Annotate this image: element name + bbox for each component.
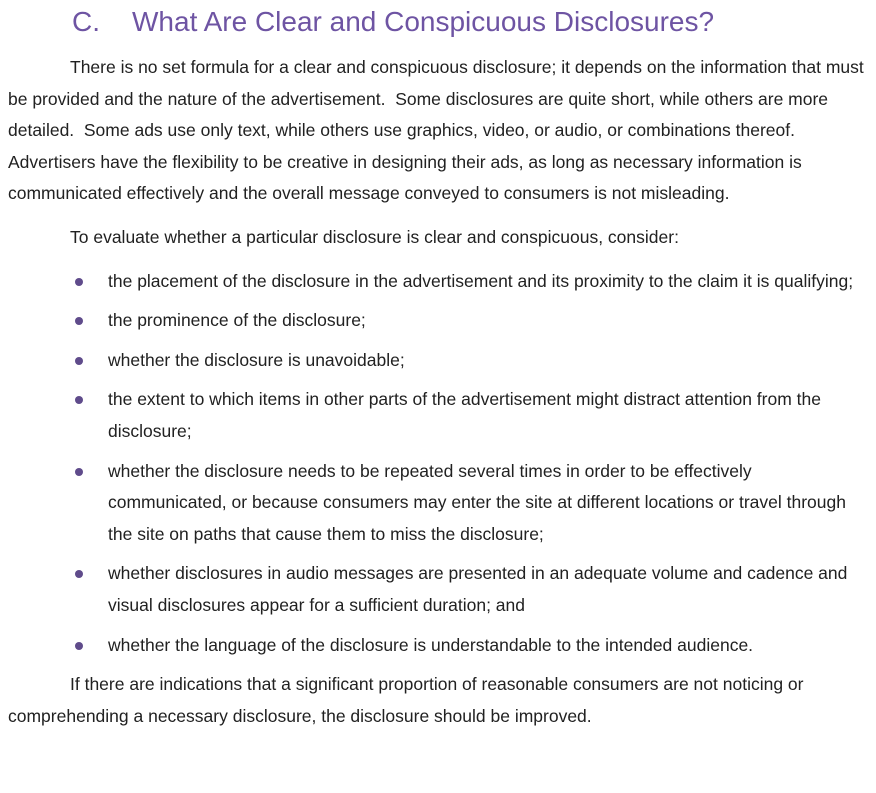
list-item <box>8 384 867 447</box>
list-item <box>8 630 867 662</box>
section-title: What Are Clear and Conspicuous Disclosures? <box>132 6 715 37</box>
closing-paragraph: If there are indications that a significant proportion of reasonable consumers are not noticing or comprehending a necessary disclosure, the disclosure should be improved. <box>8 674 809 726</box>
section-heading <box>72 2 867 42</box>
list-item-text: whether the disclosure is unavoidable; <box>108 349 405 370</box>
list-item-text: whether disclosures in audio messages are presented in an adequate volume and cadence and visual disclosures appear for a sufficient duration; and <box>108 563 853 615</box>
bullet-icon <box>75 570 83 578</box>
list-item <box>8 456 867 551</box>
bullet-icon <box>75 357 83 365</box>
lead-in-paragraph: To evaluate whether a particular disclosure is clear and conspicuous, consider: <box>70 226 679 247</box>
list-item <box>8 266 867 298</box>
list-item-text: whether the disclosure needs to be repeated several times in order to be effectively communicated, or because consumers may enter the site at different locations or travel through the site on paths that cause them to miss the disclosure; <box>108 460 851 544</box>
bullet-icon <box>75 468 83 476</box>
list-item <box>8 345 867 377</box>
document-page <box>0 2 876 732</box>
bullet-icon <box>75 317 83 325</box>
section-number: C. <box>72 6 100 37</box>
list-item-text: whether the language of the disclosure is understandable to the intended audience. <box>108 634 754 655</box>
disclosure-factors-list <box>8 266 867 662</box>
list-item <box>8 558 867 621</box>
bullet-icon <box>75 642 83 650</box>
list-item-text: the prominence of the disclosure; <box>108 310 366 331</box>
list-item-text: the placement of the disclosure in the advertisement and its proximity to the claim it is qualifying; <box>108 270 854 291</box>
intro-paragraph: There is no set formula for a clear and conspicuous disclosure; it depends on the information that must be provided and the nature of the advertisement. Some disclosures are quite short, while others are more detailed. Some ads use only text, while others use graphics, video, or audio, or combinations thereof. Advertisers have the flexibility to be creative in designing their ads, as long as necessary information is communicated effectively and the overall message conveyed to consumers is not misleading. <box>8 57 869 204</box>
list-item <box>8 305 867 337</box>
bullet-icon <box>75 396 83 404</box>
list-item-text: the extent to which items in other parts of the advertisement might distract attention from the disclosure; <box>108 389 826 441</box>
bullet-icon <box>75 278 83 286</box>
